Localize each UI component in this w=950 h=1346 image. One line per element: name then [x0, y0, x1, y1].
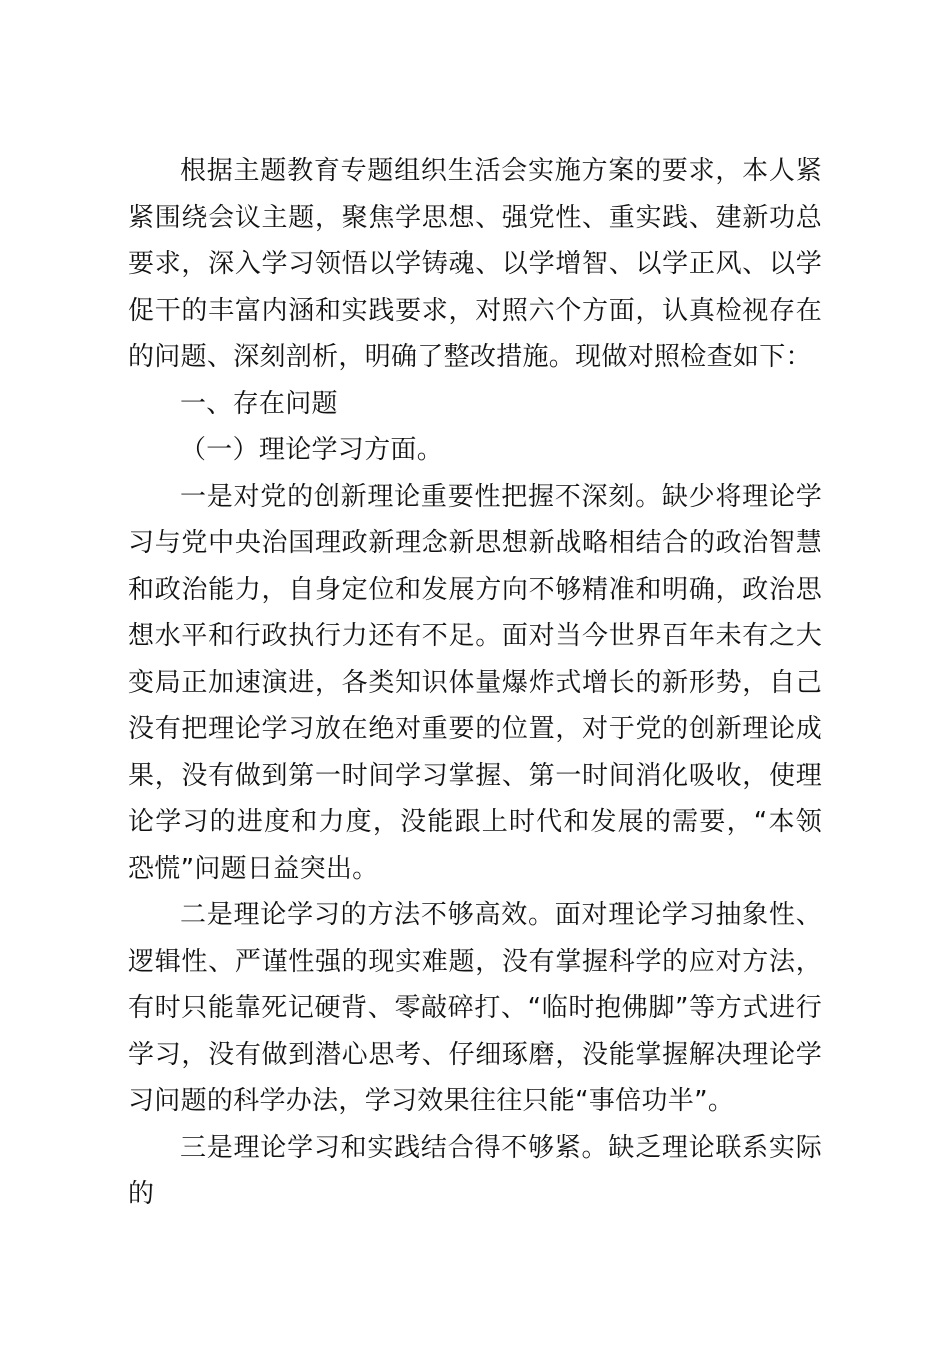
paragraph-point-two: 二是理论学习的方法不够高效。面对理论学习抽象性、逻辑性、严谨性强的现实难题，没有掌握科学的应对方法，有时只能靠死记硬背、零敲碎打、“临时抱佛脚”等方式进行学习，没有做到潜心思考、仔细琢磨，没能掌握解决理论学习问题的科学办法，学习效果往往只能“事倍功半”。 [128, 900, 822, 1116]
section-heading-problems: 一、存在问题 [180, 388, 338, 419]
paragraph-point-one: 一是对党的创新理论重要性把握不深刻。缺少将理论学习与党中央治国理政新理念新思想新战略相结合的政治智慧和政治能力，自身定位和发展方向不够精准和明确，政治思想水平和行政执行力还有不足。面对当今世界百年未有之大变局正加速演进，各类知识体量爆炸式增长的新形势，自己没有把理论学习放在绝对重要的位置，对于党的创新理论成果，没有做到第一时间学习掌握、第一时间消化吸收，使理论学习的进度和力度，没能跟上时代和发展的需要，“本领恐慌”问题日益突出。 [128, 481, 822, 884]
document-body [128, 148, 822, 1218]
subsection-heading-theory-study: （一）理论学习方面。 [180, 435, 444, 465]
intro-paragraph: 根据主题教育专题组织生活会实施方案的要求，本人紧紧围绕会议主题，聚焦学思想、强党性、重实践、建新功总要求，深入学习领悟以学铸魂、以学增智、以学正风、以学促干的丰富内涵和实践要求，对照六个方面，认真检视存在的问题、深刻剖析，明确了整改措施。现做对照检查如下： [128, 156, 822, 372]
paragraph-point-three: 三是理论学习和实践结合得不够紧。缺乏理论联系实际的 [128, 1132, 822, 1209]
